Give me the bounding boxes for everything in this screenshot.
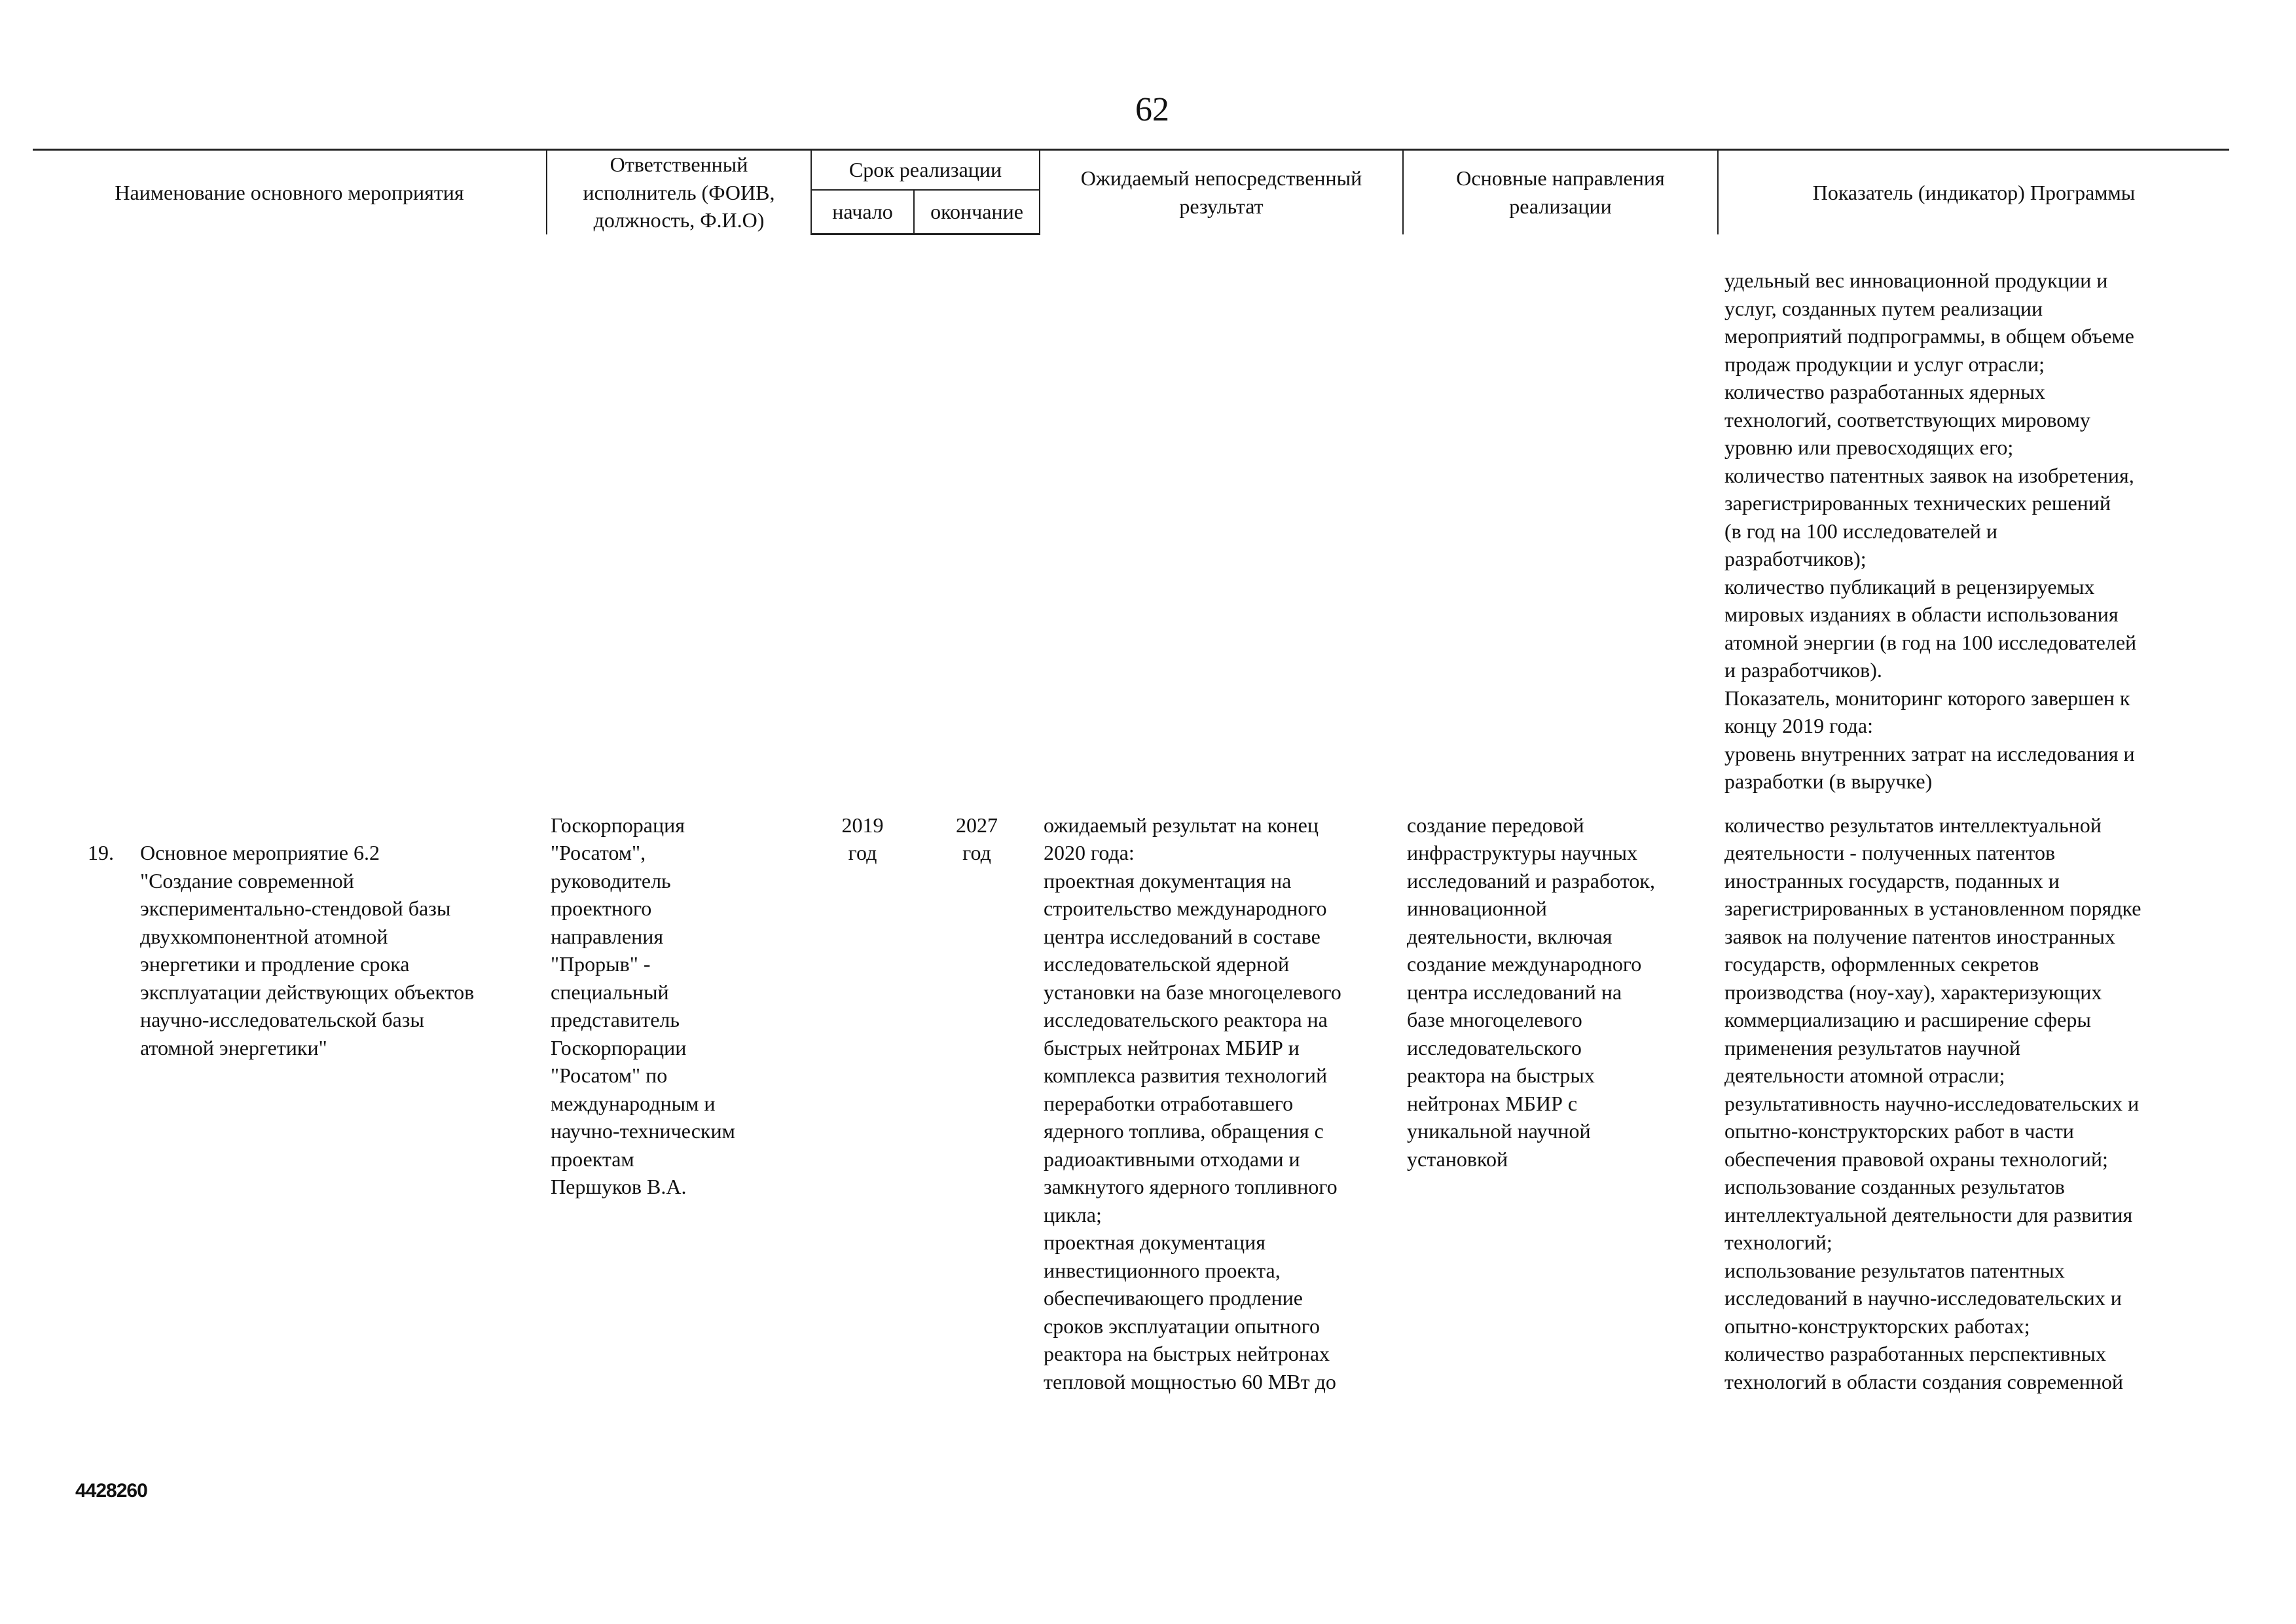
row-number: 19. (88, 841, 114, 864)
page-number: 62 (1135, 91, 1169, 128)
indicator-cell: удельный вес инновационной продукции и услуг, созданных путем реализации мероприятий подпрограммы, в общем объеме продаж продукции и услуг отрасли; количество разработанных ядерных технологий, соответствующих мировому уровню или превосходящих его; количество патентных заявок на изобретения, зарегистрированных технических решений (в год на 100 исследователей и разработчиков); количество публикаций в рецензируемых мировых изданиях в области использования атомной энергии (в год на 100 исследователей и разработчиков). Показатель, мониторинг которого завершен к концу 2019 года: уровень внутренних затрат на исследования и разработки (в выручке) (1724, 268, 2137, 793)
header-gap (33, 234, 2229, 267)
activity-cell (33, 811, 547, 1396)
table-row (33, 811, 2229, 1396)
table-row-continuation (33, 267, 2229, 811)
indicator-cell: количество результатов интеллектуальной деятельности - полученных патентов иностранных государств, поданных и зарегистрированных в установленном порядке заявок на получение патентов иностранных государств, оформленных секретов производства (ноу-хау), характеризующих коммерциализацию и расширение сферы применения результатов научной деятельности атомной отрасли; результативность научно-исследовательских и опытно-конструкторских работ в части обеспечения правовой охраны технологий; использование созданных результатов интеллектуальной деятельности для развития технологий; использование результатов патентных исследований в научно-исследовательских и опытно-конструкторских работах; количество разработанных перспективных технологий в области создания современной (1724, 813, 2141, 1393)
header-start: начало (811, 190, 914, 234)
header-end: окончание (914, 190, 1040, 234)
header-expected-result: Ожидаемый непосредственный результат (1040, 150, 1403, 234)
header-activity-name: Наименование основного мероприятия (33, 150, 547, 234)
activity-name: Основное мероприятие 6.2 "Создание современной экспериментально-стендовой базы двухкомпонентной атомной энергетики и продление срока эксплуатации действующих объектов научно-исследовательской базы атомной энергетики" (140, 841, 475, 1060)
program-activities-table (33, 149, 2229, 1395)
start-cell: 2019 год (841, 813, 884, 864)
directions-cell: создание передовой инфраструктуры научных исследований и разработок, инновационной деятельности, включая создание международного центра исследований на базе многоцелевого исследовательского реактора на быстрых нейтронах МБИР с уникальной научной установкой (1407, 813, 1655, 1171)
header-directions: Основные направления реализации (1403, 150, 1718, 234)
expected-result-cell: ожидаемый результат на конец 2020 года: проектная документация на строительство международного центра исследований в составе исследовательской ядерной установки на базе многоцелевого исследовательского реактора на быстрых нейтронах МБИР и комплекса развития технологий переработки отработавшего ядерного топлива, обращения с радиоактивными отходами и замкнутого ядерного топливного цикла; проектная документация инвестиционного проекта, обеспечивающего продление сроков эксплуатации опытного реактора на быстрых нейтронах тепловой мощностью 60 МВт до (1044, 813, 1341, 1393)
end-cell: 2027 год (956, 813, 998, 864)
table-header (33, 150, 2229, 234)
document-code: 4428260 (75, 1480, 147, 1502)
header-executor: Ответственный исполнитель (ФОИВ, должность, Ф.И.О) (547, 150, 811, 234)
header-period: Срок реализации (811, 150, 1040, 190)
header-indicator: Показатель (индикатор) Программы (1718, 150, 2229, 234)
executor-cell: Госкорпорация "Росатом", руководитель проектного направления "Прорыв" - специальный представитель Госкорпорации "Росатом" по международным и научно-техническим проектам Першуков В.А. (551, 813, 735, 1198)
